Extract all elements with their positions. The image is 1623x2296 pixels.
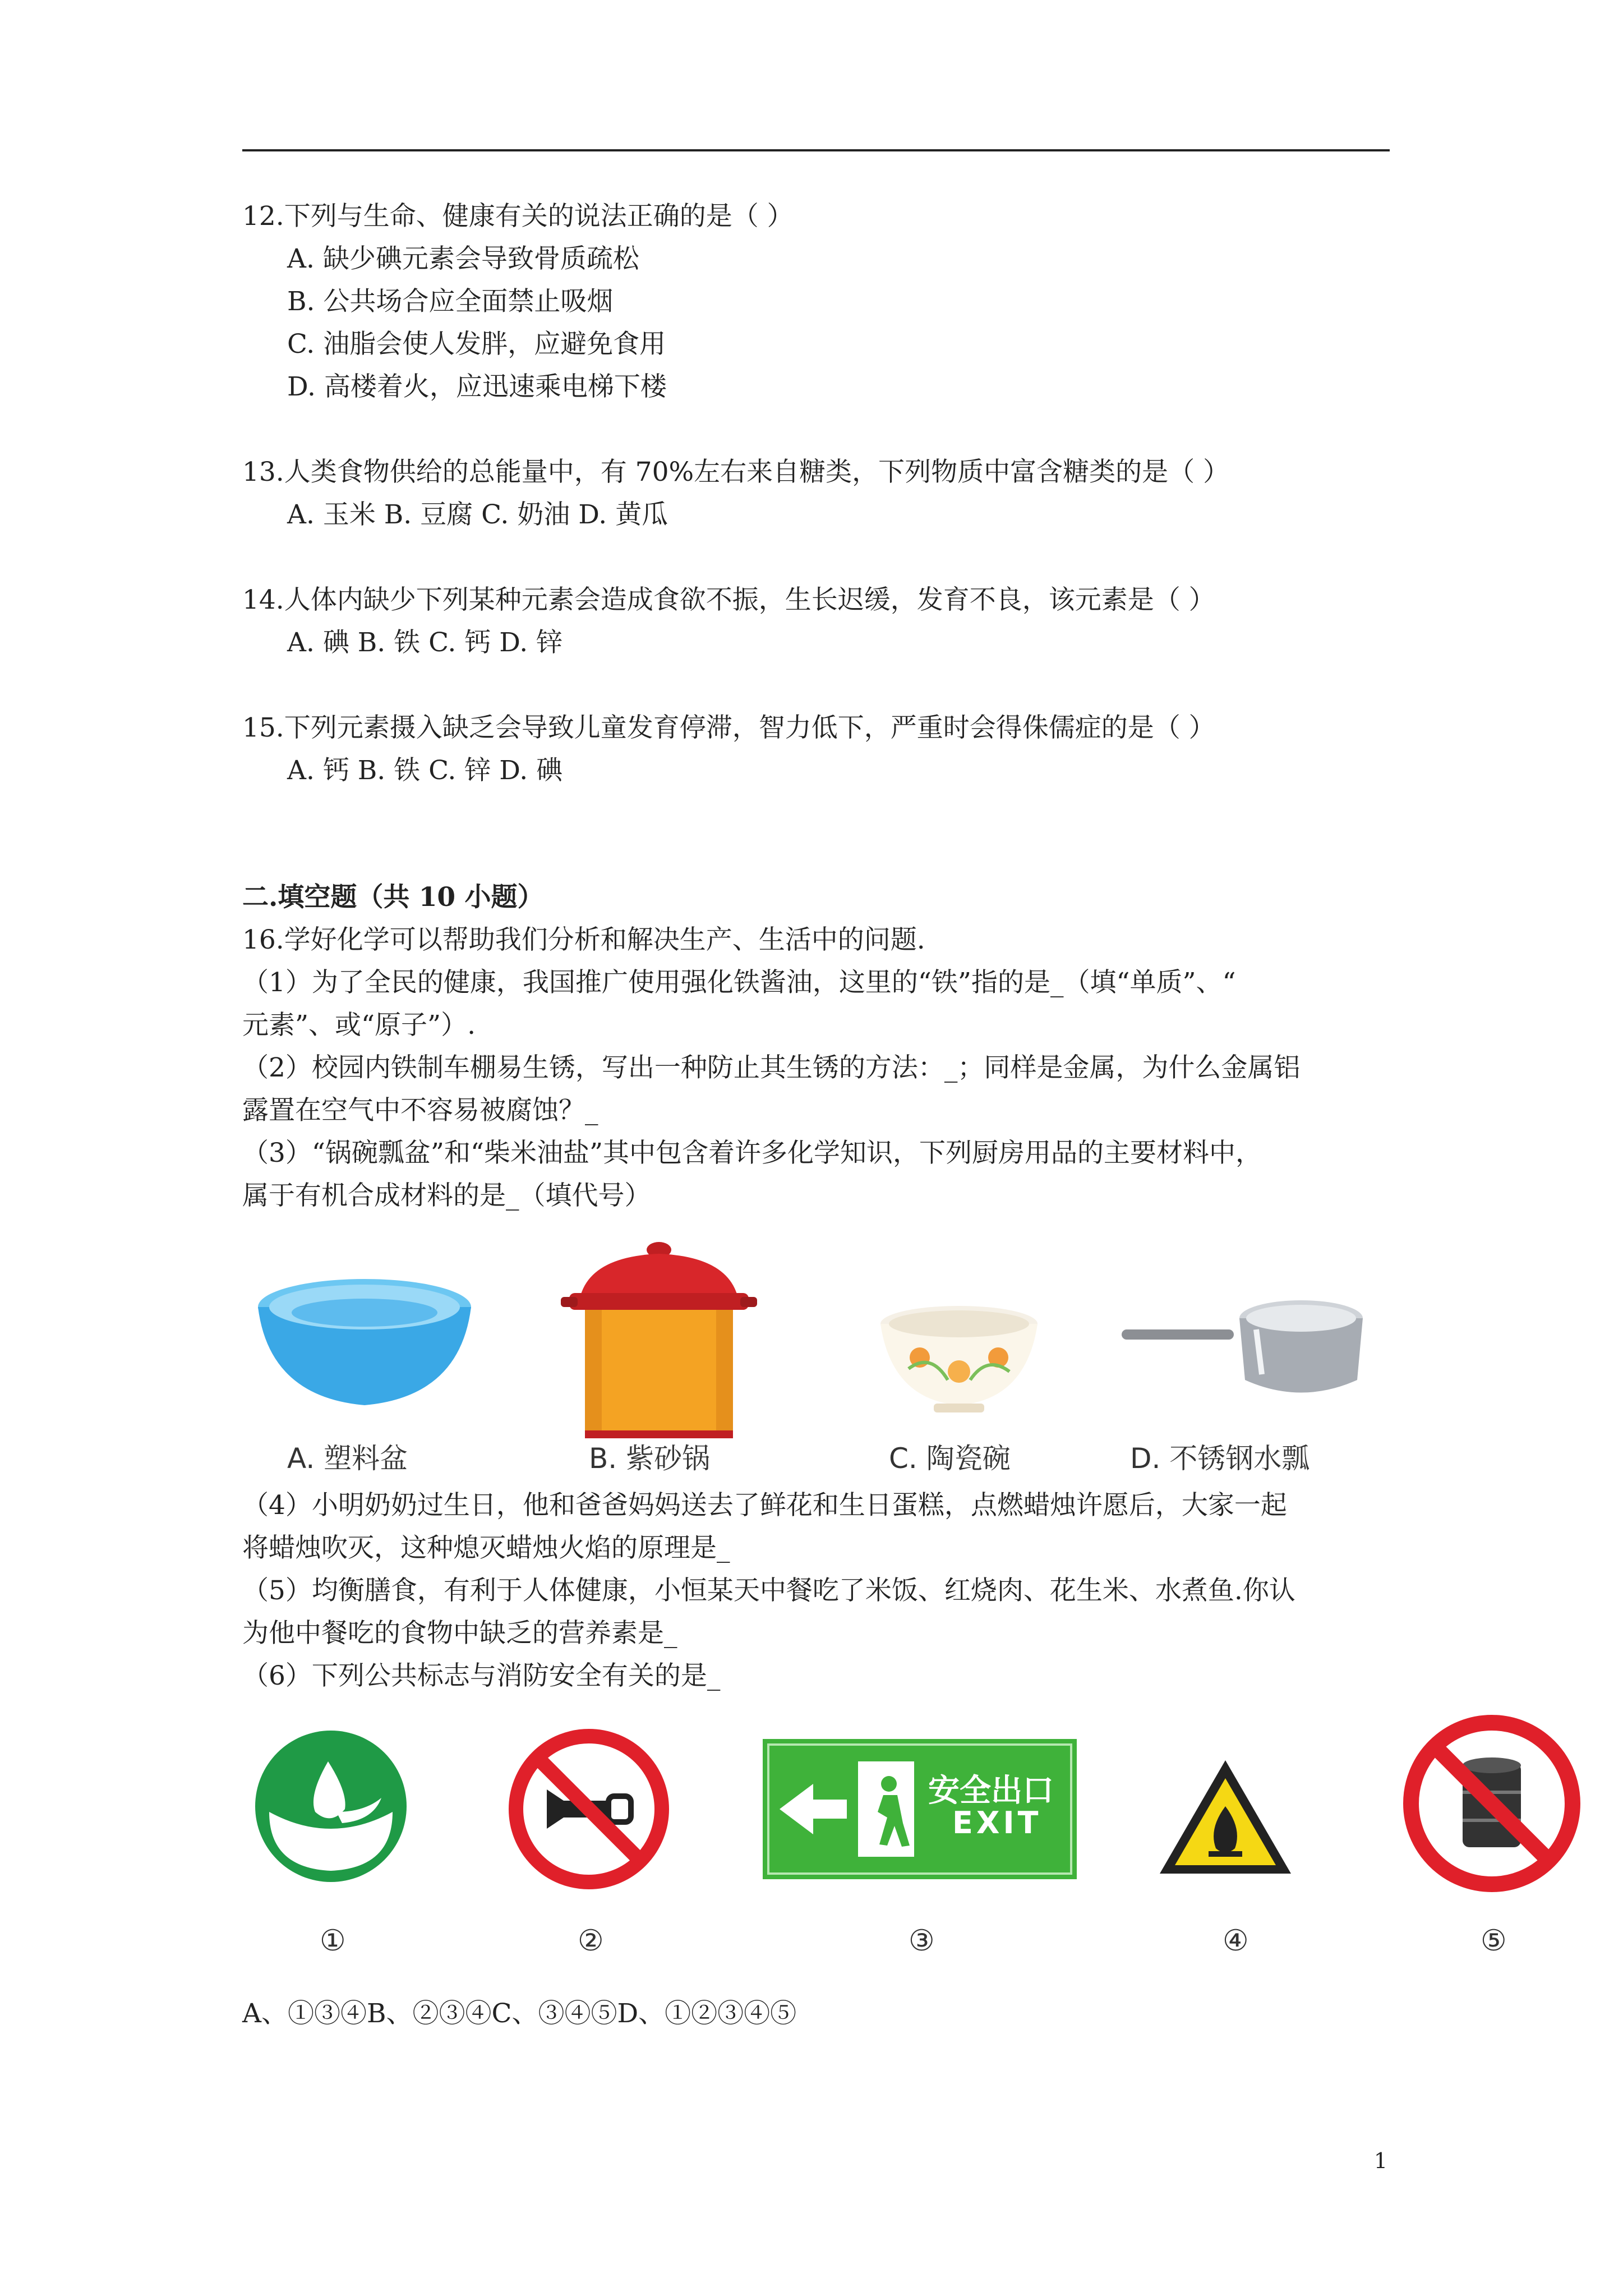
q16-answer-options: A、①③④B、②③④C、③④⑤D、①②③④⑤	[242, 1998, 797, 2029]
clay-pot-icon	[558, 1234, 760, 1447]
header-rule	[242, 149, 1390, 151]
no-horn-sign-icon	[508, 1728, 670, 1890]
q16-part2-line1: （2）校园内铁制车棚易生锈，写出一种防止其生锈的方法：_；同样是金属，为什么金属铝	[242, 1052, 1301, 1083]
q12-option-b: B. 公共场合应全面禁止吸烟	[287, 286, 614, 317]
q16-part6: （6）下列公共标志与消防安全有关的是_	[242, 1660, 721, 1691]
public-signs-figure	[247, 1705, 1604, 1975]
kitchen-items-figure	[247, 1234, 1604, 1481]
q12-option-d: D. 高楼着火，应迅速乘电梯下楼	[287, 371, 667, 402]
q12-stem: 12.下列与生命、健康有关的说法正确的是（ ）	[242, 201, 794, 232]
no-oil-drum-sign-icon	[1402, 1714, 1581, 1893]
exit-sign-en: EXIT	[952, 1805, 1042, 1841]
exit-sign-cn: 安全出口	[928, 1773, 1054, 1809]
sign-number-2: ②	[578, 1924, 604, 1958]
flammable-warning-sign-icon	[1155, 1756, 1295, 1879]
caption-ceramic-bowl: C. 陶瓷碗	[889, 1442, 1011, 1475]
page-number: 1	[1373, 2148, 1387, 2173]
q13-stem: 13.人类食物供给的总能量中，有 70%左右来自糖类，下列物质中富含糖类的是（ ）	[242, 457, 1230, 487]
caption-clay-pot: B. 紫砂锅	[589, 1442, 711, 1475]
q16-part5-line1: （5）均衡膳食，有利于人体健康，小恒某天中餐吃了米饭、红烧肉、花生米、水煮鱼.你认	[242, 1575, 1295, 1606]
q16-part1-line1: （1）为了全民的健康，我国推广使用强化铁酱油，这里的“铁”指的是_（填“单质”、“	[242, 967, 1236, 998]
q16-part5-line2: 为他中餐吃的食物中缺乏的营养素是_	[242, 1618, 677, 1649]
q16-part3-line1: （3）“锅碗瓢盆”和“柴米油盐”其中包含着许多化学知识，下列厨房用品的主要材料中，	[242, 1138, 1262, 1168]
q16-part3-line2: 属于有机合成材料的是_（填代号）	[242, 1180, 651, 1211]
q13-options: A. 玉米 B. 豆腐 C. 奶油 D. 黄瓜	[287, 499, 668, 530]
q16-stem: 16.学好化学可以帮助我们分析和解决生产、生活中的问题.	[242, 924, 925, 955]
sign-number-4: ④	[1223, 1924, 1249, 1958]
q16-part2-line2: 露置在空气中不容易被腐蚀？_	[242, 1095, 598, 1126]
sign-number-1: ①	[320, 1924, 346, 1958]
plastic-basin-icon	[247, 1268, 482, 1419]
sign-number-5: ⑤	[1481, 1924, 1507, 1958]
q16-part4-line1: （4）小明奶奶过生日，他和爸爸妈妈送去了鲜花和生日蛋糕，点燃蜡烛许愿后，大家一起	[242, 1490, 1287, 1521]
ceramic-bowl-icon	[875, 1301, 1043, 1419]
q15-options: A. 钙 B. 铁 C. 锌 D. 碘	[287, 755, 563, 786]
section-title: 二.填空题（共 10 小题）	[242, 882, 544, 913]
q16-part1-line2: 元素”、或“原子”）.	[242, 1010, 476, 1041]
sign-number-3: ③	[909, 1924, 935, 1958]
q14-stem: 14.人体内缺少下列某种元素会造成食欲不振，生长迟缓，发育不良，该元素是（ ）	[242, 585, 1215, 615]
caption-plastic-basin: A. 塑料盆	[287, 1442, 408, 1475]
water-saving-sign-icon	[252, 1728, 409, 1885]
q15-stem: 15.下列元素摄入缺乏会导致儿童发育停滞，智力低下，严重时会得侏儒症的是（ ）	[242, 712, 1215, 743]
q16-part4-line2: 将蜡烛吹灭，这种熄灭蜡烛火焰的原理是_	[242, 1533, 730, 1563]
q12-option-a: A. 缺少碘元素会导致骨质疏松	[287, 243, 639, 274]
caption-steel-ladle: D. 不锈钢水瓢	[1130, 1442, 1310, 1475]
q12-option-c: C. 油脂会使人发胖，应避免食用	[287, 329, 666, 360]
steel-ladle-icon	[1122, 1285, 1368, 1414]
q14-options: A. 碘 B. 铁 C. 钙 D. 锌	[287, 627, 563, 658]
